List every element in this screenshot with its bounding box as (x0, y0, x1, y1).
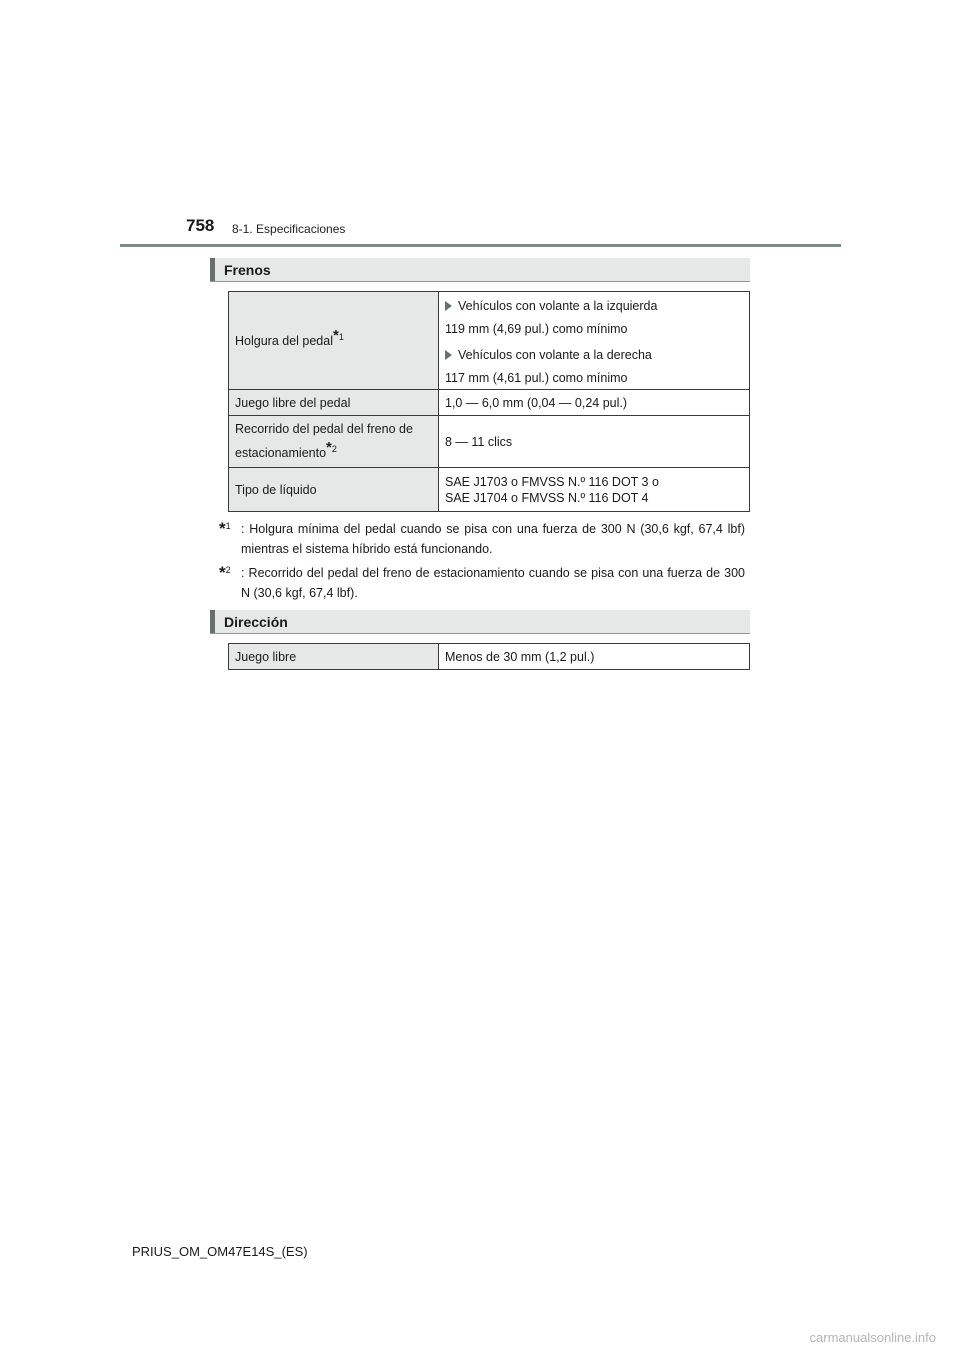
section-heading-direccion (210, 610, 750, 634)
sub-heading (445, 298, 749, 314)
spec-label (229, 292, 439, 390)
brakes-spec-table (228, 291, 750, 512)
footnote (219, 519, 745, 559)
steering-spec-table (228, 643, 750, 670)
spec-label-text: Recorrido del pedal del freno de estacionamiento (235, 422, 413, 461)
table-row (229, 390, 750, 416)
spec-label-text: Holgura del pedal (235, 334, 333, 349)
spec-label (229, 416, 439, 468)
section-accent (210, 610, 215, 633)
value-line: SAE J1703 o FMVSS N.º 116 DOT 3 o (445, 474, 659, 489)
footnote-star: * (333, 327, 339, 345)
document-code: PRIUS_OM_OM47E14S_(ES) (132, 1244, 308, 1259)
page-number: 758 (186, 216, 215, 235)
section-title: 8-1. Especificaciones (232, 222, 346, 236)
table-row (229, 292, 750, 390)
triangle-bullet-icon (445, 350, 452, 360)
section-heading-frenos (210, 258, 750, 282)
section-accent (210, 258, 215, 281)
footnote-ref: 1 (338, 332, 344, 343)
value-line: 119 mm (4,69 pul.) como mínimo (445, 321, 628, 336)
sub-heading (445, 347, 749, 363)
footnote-mark: *$^1$ (219, 519, 231, 539)
section-heading-title: Dirección (224, 614, 288, 630)
footnote-text: : Recorrido del pedal del freno de estacionamiento cuando se pisa con una fuerza de 300 N (30,6 kgf, 67,4 lbf). (241, 566, 745, 600)
table-row (229, 416, 750, 468)
footnote-mark-number: 2 (225, 565, 231, 575)
spec-value: 8 — 11 clics (439, 416, 750, 468)
spec-label: Juego libre del pedal (229, 390, 439, 416)
value-line: SAE J1704 o FMVSS N.º 116 DOT 4 (445, 490, 649, 505)
spec-label: Juego libre (229, 644, 439, 670)
triangle-bullet-icon (445, 301, 452, 311)
sub-heading-text: Vehículos con volante a la izquierda (458, 298, 658, 313)
header-divider (120, 244, 841, 247)
table-row (229, 468, 750, 512)
spec-value: Menos de 30 mm (1,2 pul.) (439, 644, 750, 670)
footnote-text: : Holgura mínima del pedal cuando se pisa con una fuerza de 300 N (30,6 kgf, 67,4 lbf) mientras el sistema híbrido está funcionando. (241, 522, 745, 556)
footnote-mark-number: 1 (225, 521, 231, 531)
section-heading-title: Frenos (224, 262, 271, 278)
value-line: 117 mm (4,61 pul.) como mínimo (445, 370, 628, 385)
watermark: carmanualsonline.info (809, 1330, 936, 1345)
footnote-ref: 2 (331, 444, 337, 455)
spec-value: 1,0 — 6,0 mm (0,04 — 0,24 pul.) (439, 390, 750, 416)
footnote (219, 563, 745, 603)
table-row (229, 644, 750, 670)
sub-heading-text: Vehículos con volante a la derecha (458, 347, 652, 362)
spec-label: Tipo de líquido (229, 468, 439, 512)
footnote-star: * (326, 439, 332, 457)
spec-value (439, 468, 750, 512)
spec-value (439, 292, 750, 390)
footnote-mark: *$^2$ (219, 563, 231, 583)
